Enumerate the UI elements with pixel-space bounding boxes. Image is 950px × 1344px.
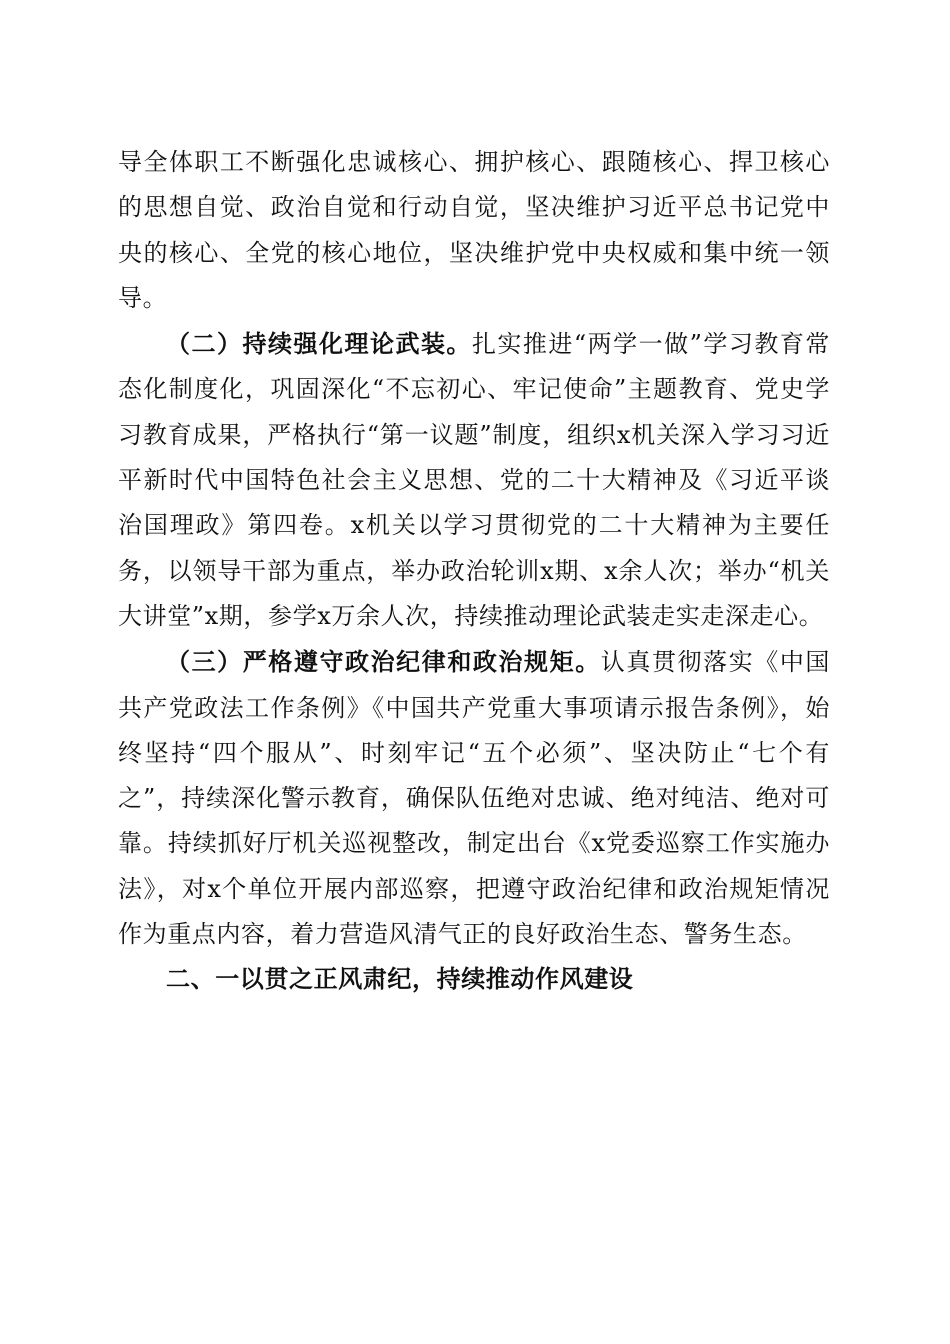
- paragraph-continuation: [118, 140, 830, 321]
- paragraph-political-discipline: [118, 639, 830, 957]
- paragraph-theory-arming: [118, 321, 830, 639]
- paragraph-continuation-text: 导全体职工不断强化忠诚核心、拥护核心、跟随核心、捍卫核心的思想自觉、政治自觉和行动自觉，坚决维护习近平总书记党中央的核心、全党的核心地位，坚决维护党中央权威和集中统一领导。: [118, 148, 830, 312]
- paragraph-political-discipline-text: 认真贯彻落实《中国共产党政法工作条例》《中国共产党重大事项请示报告条例》，始终坚持“四个服从”、时刻牢记“五个必须”、坚决防止“七个有之”，持续深化警示教育，确保队伍绝对忠诚、绝对纯洁、绝对可靠。持续抓好厅机关巡视整改，制定出台《x党委巡察工作实施办法》，对x个单位开展内部巡察，把遵守政治纪律和政治规矩情况作为重点内容，着力营造风清气正的良好政治生态、警务生态。: [118, 648, 831, 949]
- paragraph-theory-arming-text: 扎实推进“两学一做”学习教育常态化制度化，巩固深化“不忘初心、牢记使命”主题教育、党史学习教育成果，严格执行“第一议题”制度，组织x机关深入学习习近平新时代中国特色社会主义思想、党的二十大精神及《习近平谈治国理政》第四卷。x机关以学习贯彻党的二十大精神为主要任务，以领导干部为重点，举办政治轮训x期、x余人次；举办“机关大讲堂”x期，参学x万余人次，持续推动理论武装走实走深走心。: [118, 330, 830, 630]
- paragraph-political-discipline-lead: （三）严格遵守政治纪律和政治规矩。: [166, 647, 601, 677]
- section-heading: 二、一以贯之正风肃纪，持续推动作风建设: [166, 965, 634, 994]
- paragraph-theory-arming-lead: （二）持续强化理论武装。: [166, 329, 472, 359]
- document-body: [118, 140, 830, 1003]
